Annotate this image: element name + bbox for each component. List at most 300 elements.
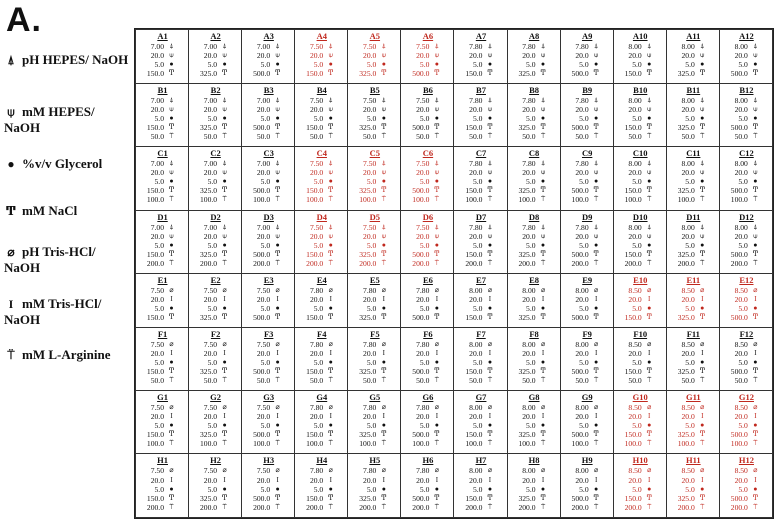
well-name: C7 xyxy=(475,148,487,159)
condition-line xyxy=(723,123,770,132)
condition-value: 100.0 xyxy=(253,439,271,449)
well-cell xyxy=(136,327,189,390)
arginine-icon: ⍡ xyxy=(381,375,386,384)
condition-value: 5.0 xyxy=(472,60,483,70)
condition-line xyxy=(192,69,239,78)
condition-value: 150.0 xyxy=(306,366,324,376)
condition-line xyxy=(298,114,345,123)
condition-value: 8.00 xyxy=(469,339,483,349)
condition-line xyxy=(139,51,186,60)
legend-item xyxy=(4,203,132,219)
condition-line xyxy=(404,430,451,439)
glycerol-icon: ● xyxy=(700,240,705,249)
nacl-icon: Ͳ xyxy=(434,186,440,195)
condition-line xyxy=(457,476,504,485)
condition-line xyxy=(351,286,398,295)
condition-line xyxy=(457,69,504,78)
nacl-icon: Ͳ xyxy=(487,313,493,322)
condition-value: 8.00 xyxy=(575,403,589,412)
nacl-icon: Ͳ xyxy=(169,186,174,195)
glycerol-icon: ● xyxy=(647,60,652,69)
condition-value: 50.0 xyxy=(681,375,695,385)
condition-line xyxy=(139,286,186,295)
condition-line xyxy=(617,295,664,304)
nacl-icon: Ͳ xyxy=(381,186,387,195)
condition-value: 325.0 xyxy=(518,313,536,323)
condition-value: 5.0 xyxy=(313,177,324,187)
condition-value: 20.0 xyxy=(575,412,589,422)
mm-hepes-icon: ⍦ xyxy=(328,104,333,113)
glycerol-icon: ● xyxy=(434,484,439,493)
well-cell xyxy=(560,454,613,518)
condition-value: 7.80 xyxy=(309,285,324,295)
condition-value: 5.0 xyxy=(579,421,589,431)
condition-line xyxy=(139,349,186,358)
well-cell xyxy=(136,273,189,327)
glycerol-icon: ● xyxy=(381,484,386,493)
ph-hepes-icon: ⍋ xyxy=(487,95,493,104)
nacl-icon: Ͳ xyxy=(699,430,705,439)
condition-line xyxy=(139,168,186,177)
condition-value: 20.0 xyxy=(363,475,377,485)
condition-line xyxy=(404,358,451,367)
condition-value: 20.0 xyxy=(469,168,483,178)
condition-value: 500.0 xyxy=(253,313,271,323)
condition-line xyxy=(670,295,717,304)
condition-line xyxy=(457,340,504,349)
condition-value: 50.0 xyxy=(150,131,164,141)
mm-tris-icon: Ι xyxy=(541,348,545,357)
mm-hepes-icon: ⍦ xyxy=(381,168,386,177)
well-cell xyxy=(613,273,666,327)
condition-line xyxy=(245,132,292,141)
condition-value: 20.0 xyxy=(150,51,164,61)
condition-line xyxy=(617,69,664,78)
well-cell xyxy=(560,273,613,327)
nacl-icon: Ͳ xyxy=(328,186,334,195)
condition-value: 5.0 xyxy=(207,304,218,314)
glycerol-icon: ● xyxy=(540,421,546,430)
condition-value: 50.0 xyxy=(203,375,218,385)
condition-line xyxy=(245,69,292,78)
condition-value: 5.0 xyxy=(207,421,218,431)
ph-hepes-icon: ⍋ xyxy=(594,95,599,104)
condition-value: 150.0 xyxy=(146,430,164,440)
well-name: E8 xyxy=(529,274,540,285)
condition-line xyxy=(723,439,770,448)
ph-tris-icon: ⌀ xyxy=(487,339,493,348)
condition-value: 20.0 xyxy=(416,412,430,422)
condition-value: 5.0 xyxy=(685,60,695,70)
condition-value: 100.0 xyxy=(677,439,695,449)
condition-line xyxy=(511,51,558,60)
condition-line xyxy=(192,295,239,304)
well-cell xyxy=(242,30,295,84)
condition-value: 20.0 xyxy=(256,168,271,178)
ph-tris-icon: ⌀ xyxy=(594,285,599,294)
glycerol-icon: ● xyxy=(381,357,386,366)
glycerol-icon: ● xyxy=(647,177,652,186)
well-name: A1 xyxy=(157,31,168,41)
condition-line xyxy=(723,42,770,51)
glycerol-icon: ● xyxy=(381,60,386,69)
well-cell xyxy=(242,327,295,390)
mm-hepes-icon: ⍦ xyxy=(169,231,174,240)
glycerol-icon: ● xyxy=(487,113,493,122)
condition-line xyxy=(564,259,611,268)
condition-value: 150.0 xyxy=(465,493,483,503)
condition-line xyxy=(564,223,611,232)
ph-tris-icon: ⌀ xyxy=(328,403,333,411)
condition-line xyxy=(351,159,398,168)
condition-line xyxy=(670,376,717,385)
condition-value: 7.80 xyxy=(363,466,377,476)
condition-value: 500.0 xyxy=(730,430,748,440)
condition-value: 5.0 xyxy=(632,240,642,250)
condition-line xyxy=(617,439,664,448)
nacl-icon: Ͳ xyxy=(275,430,280,439)
well-cell xyxy=(454,273,507,327)
nacl-icon: Ͳ xyxy=(540,69,546,78)
condition-line xyxy=(617,114,664,123)
condition-value: 7.80 xyxy=(469,42,483,51)
ph-hepes-icon: ⍋ xyxy=(381,222,386,231)
condition-value: 325.0 xyxy=(359,493,377,503)
condition-line xyxy=(351,412,398,421)
condition-line xyxy=(298,69,345,78)
arginine-icon: ⍡ xyxy=(594,439,599,448)
glycerol-icon: ● xyxy=(647,240,652,249)
condition-value: 20.0 xyxy=(628,412,642,422)
well-cell xyxy=(507,273,560,327)
condition-line xyxy=(723,132,770,141)
condition-line xyxy=(192,503,239,512)
condition-line xyxy=(192,286,239,295)
condition-value: 20.0 xyxy=(150,104,164,114)
arginine-icon: ⍡ xyxy=(381,131,386,140)
condition-value: 5.0 xyxy=(154,113,164,123)
condition-value: 5.0 xyxy=(526,113,536,123)
condition-value: 20.0 xyxy=(363,104,377,114)
condition-line xyxy=(511,421,558,430)
condition-value: 7.80 xyxy=(522,222,536,232)
well-name: B11 xyxy=(686,84,701,95)
condition-line xyxy=(351,358,398,367)
ph-tris-icon: ⌀ xyxy=(487,285,493,294)
condition-line xyxy=(511,195,558,204)
condition-value: 8.50 xyxy=(681,339,695,349)
condition-value: 7.50 xyxy=(309,42,324,51)
condition-line xyxy=(192,132,239,141)
glycerol-icon: ● xyxy=(487,421,493,430)
condition-line xyxy=(298,439,345,448)
condition-value: 20.0 xyxy=(256,51,271,61)
well-cell xyxy=(242,273,295,327)
arginine-icon: ⍡ xyxy=(647,258,652,267)
condition-value: 20.0 xyxy=(256,104,271,114)
condition-value: 8.50 xyxy=(628,285,642,295)
mm-tris-icon: Ι xyxy=(435,475,439,484)
glycerol-icon: ● xyxy=(434,421,439,430)
mm-tris-icon: Ι xyxy=(648,475,651,484)
nacl-icon: Ͳ xyxy=(540,186,546,195)
condition-value: 325.0 xyxy=(199,122,218,132)
condition-line xyxy=(351,223,398,232)
well-cell xyxy=(136,391,189,454)
condition-value: 100.0 xyxy=(412,439,430,449)
condition-line xyxy=(617,403,664,412)
nacl-icon: Ͳ xyxy=(381,493,387,502)
condition-value: 20.0 xyxy=(469,348,483,358)
condition-value: 50.0 xyxy=(681,131,695,141)
nacl-icon: Ͳ xyxy=(487,249,493,258)
arginine-icon: ⍡ xyxy=(434,258,439,267)
condition-line xyxy=(670,168,717,177)
condition-value: 7.00 xyxy=(256,159,271,169)
arginine-icon: ⍡ xyxy=(647,502,652,511)
condition-line xyxy=(564,304,611,313)
condition-line xyxy=(564,340,611,349)
mm-tris-icon: Ι xyxy=(223,475,226,484)
condition-line xyxy=(192,485,239,494)
well-name: F10 xyxy=(633,328,648,339)
mm-hepes-icon: ⍦ xyxy=(381,104,386,113)
condition-value: 20.0 xyxy=(681,348,695,358)
condition-line xyxy=(723,421,770,430)
condition-value: 5.0 xyxy=(685,484,695,494)
condition-line xyxy=(351,376,398,385)
nacl-icon: Ͳ xyxy=(275,493,280,502)
condition-value: 20.0 xyxy=(522,231,536,241)
condition-line xyxy=(404,186,451,195)
condition-line xyxy=(723,466,770,475)
condition-value: 500.0 xyxy=(412,366,430,376)
condition-line xyxy=(351,123,398,132)
condition-line xyxy=(670,476,717,485)
condition-line xyxy=(617,232,664,241)
condition-value: 8.00 xyxy=(522,285,536,295)
well-cell xyxy=(454,327,507,390)
condition-value: 50.0 xyxy=(416,131,430,141)
condition-value: 325.0 xyxy=(199,493,218,503)
ph-tris-icon: ⌀ xyxy=(487,466,493,475)
condition-line xyxy=(670,259,717,268)
glycerol-icon: ● xyxy=(647,484,652,493)
glycerol-icon: ● xyxy=(381,304,386,313)
nacl-icon: Ͳ xyxy=(593,186,599,195)
condition-value: 7.50 xyxy=(150,466,164,476)
mm-hepes-icon: ⍦ xyxy=(381,51,386,60)
condition-value: 20.0 xyxy=(628,348,642,358)
condition-line xyxy=(245,430,292,439)
condition-line xyxy=(457,223,504,232)
condition-line xyxy=(245,105,292,114)
ph-tris-icon: ⌀ xyxy=(700,339,705,348)
well-cell xyxy=(295,210,348,273)
nacl-icon: Ͳ xyxy=(328,493,334,502)
well-name: G8 xyxy=(528,392,540,402)
ph-tris-icon: ⌀ xyxy=(222,285,227,294)
glycerol-icon: ● xyxy=(487,357,493,366)
condition-line xyxy=(351,177,398,186)
well-name: D2 xyxy=(210,211,221,222)
condition-value: 200.0 xyxy=(199,502,218,512)
condition-value: 150.0 xyxy=(306,249,324,259)
ph-hepes-icon: ⍋ xyxy=(434,159,439,168)
arginine-icon: ⍡ xyxy=(434,131,439,140)
ph-hepes-icon: ⍋ xyxy=(222,42,227,50)
condition-value: 7.80 xyxy=(363,285,377,295)
well-name: F7 xyxy=(476,328,486,339)
condition-line xyxy=(617,159,664,168)
arginine-icon: ⍡ xyxy=(487,375,493,384)
arginine-icon: ⍡ xyxy=(594,502,599,511)
condition-line xyxy=(192,223,239,232)
well-cell xyxy=(401,30,454,84)
condition-line xyxy=(564,96,611,105)
well-name: F4 xyxy=(317,328,327,339)
ph-hepes-icon: ⍋ xyxy=(328,95,333,104)
condition-value: 5.0 xyxy=(207,484,218,494)
legend-item xyxy=(4,52,132,68)
condition-value: 200.0 xyxy=(199,258,218,268)
condition-line xyxy=(511,96,558,105)
arginine-icon: ⍡ xyxy=(169,375,174,384)
arginine-icon: ⍡ xyxy=(753,131,758,140)
well-cell xyxy=(719,210,772,273)
condition-line xyxy=(670,105,717,114)
condition-line xyxy=(404,349,451,358)
condition-line xyxy=(723,51,770,60)
arginine-icon: ⍡ xyxy=(275,131,280,140)
condition-value: 8.00 xyxy=(628,42,642,51)
condition-value: 100.0 xyxy=(624,439,642,449)
condition-line xyxy=(723,259,770,268)
well-cell xyxy=(401,454,454,518)
condition-value: 5.0 xyxy=(260,357,271,367)
arginine-icon: ⍡ xyxy=(540,131,546,140)
condition-line xyxy=(457,60,504,69)
condition-line xyxy=(511,403,558,412)
mm-tris-icon: Ι xyxy=(701,475,704,484)
well-cell xyxy=(560,83,613,146)
mm-hepes-icon: ⍦ xyxy=(328,231,333,240)
condition-line xyxy=(511,304,558,313)
condition-line xyxy=(192,96,239,105)
condition-value: 8.00 xyxy=(522,466,536,476)
condition-value: 20.0 xyxy=(416,295,430,305)
condition-value: 50.0 xyxy=(150,375,164,385)
condition-line xyxy=(511,286,558,295)
well-cell xyxy=(401,391,454,454)
nacl-icon: Ͳ xyxy=(540,430,546,439)
arginine-icon: ⍡ xyxy=(647,375,652,384)
nacl-icon: Ͳ xyxy=(6,204,16,218)
well-cell xyxy=(295,327,348,390)
mm-hepes-icon: ⍦ xyxy=(487,104,493,113)
condition-value: 5.0 xyxy=(579,357,589,367)
nacl-icon: Ͳ xyxy=(275,313,280,322)
condition-line xyxy=(139,494,186,503)
condition-value: 5.0 xyxy=(207,177,218,187)
condition-line xyxy=(245,476,292,485)
arginine-icon: ⍡ xyxy=(540,195,546,204)
well-cell xyxy=(454,147,507,210)
condition-line xyxy=(139,69,186,78)
condition-value: 5.0 xyxy=(738,357,748,367)
nacl-icon: Ͳ xyxy=(646,493,652,502)
condition-line xyxy=(245,232,292,241)
condition-value: 150.0 xyxy=(306,313,324,323)
well-cell xyxy=(560,147,613,210)
condition-value: 150.0 xyxy=(146,186,164,196)
well-name: H10 xyxy=(632,455,648,466)
well-name: D4 xyxy=(316,211,327,222)
glycerol-icon: ● xyxy=(169,60,174,69)
well-name: H12 xyxy=(738,455,754,466)
condition-line xyxy=(351,69,398,78)
condition-value: 50.0 xyxy=(469,375,483,385)
condition-value: 20.0 xyxy=(309,295,324,305)
condition-line xyxy=(723,358,770,367)
condition-line xyxy=(192,304,239,313)
well-name: C8 xyxy=(528,148,540,159)
condition-line xyxy=(511,241,558,250)
condition-line xyxy=(457,367,504,376)
condition-value: 5.0 xyxy=(260,421,271,431)
mm-tris-icon: Ι xyxy=(170,295,173,304)
glycerol-icon: ● xyxy=(328,484,333,493)
condition-value: 20.0 xyxy=(522,475,536,485)
ph-hepes-icon: ⍋ xyxy=(487,159,493,168)
glycerol-icon: ● xyxy=(540,357,546,366)
condition-line xyxy=(298,421,345,430)
well-cell xyxy=(613,327,666,390)
well-cell xyxy=(666,210,719,273)
ph-tris-icon: ⌀ xyxy=(275,339,280,348)
glycerol-icon: ● xyxy=(7,157,15,171)
condition-line xyxy=(404,367,451,376)
condition-value: 50.0 xyxy=(469,131,483,141)
condition-line xyxy=(511,476,558,485)
ph-tris-icon: ⌀ xyxy=(275,466,280,475)
condition-line xyxy=(139,250,186,259)
condition-line xyxy=(351,466,398,475)
well-cell xyxy=(401,147,454,210)
nacl-icon: Ͳ xyxy=(699,366,705,375)
condition-value: 5.0 xyxy=(366,357,377,367)
nacl-icon: Ͳ xyxy=(646,69,652,78)
condition-value: 200.0 xyxy=(253,502,271,512)
glycerol-icon: ● xyxy=(169,304,174,313)
well-cell xyxy=(454,454,507,518)
condition-value: 5.0 xyxy=(260,113,271,123)
condition-value: 200.0 xyxy=(465,502,483,512)
arginine-icon: ⍡ xyxy=(487,502,493,511)
condition-value: 100.0 xyxy=(146,439,164,449)
condition-line xyxy=(404,485,451,494)
condition-line xyxy=(457,421,504,430)
condition-line xyxy=(511,494,558,503)
condition-line xyxy=(723,105,770,114)
condition-value: 20.0 xyxy=(363,412,377,422)
condition-value: 7.00 xyxy=(256,222,271,232)
condition-line xyxy=(457,286,504,295)
glycerol-icon: ● xyxy=(753,113,758,122)
condition-value: 20.0 xyxy=(309,231,324,241)
glycerol-icon: ● xyxy=(700,113,705,122)
mm-tris-icon: Ι xyxy=(435,295,439,304)
